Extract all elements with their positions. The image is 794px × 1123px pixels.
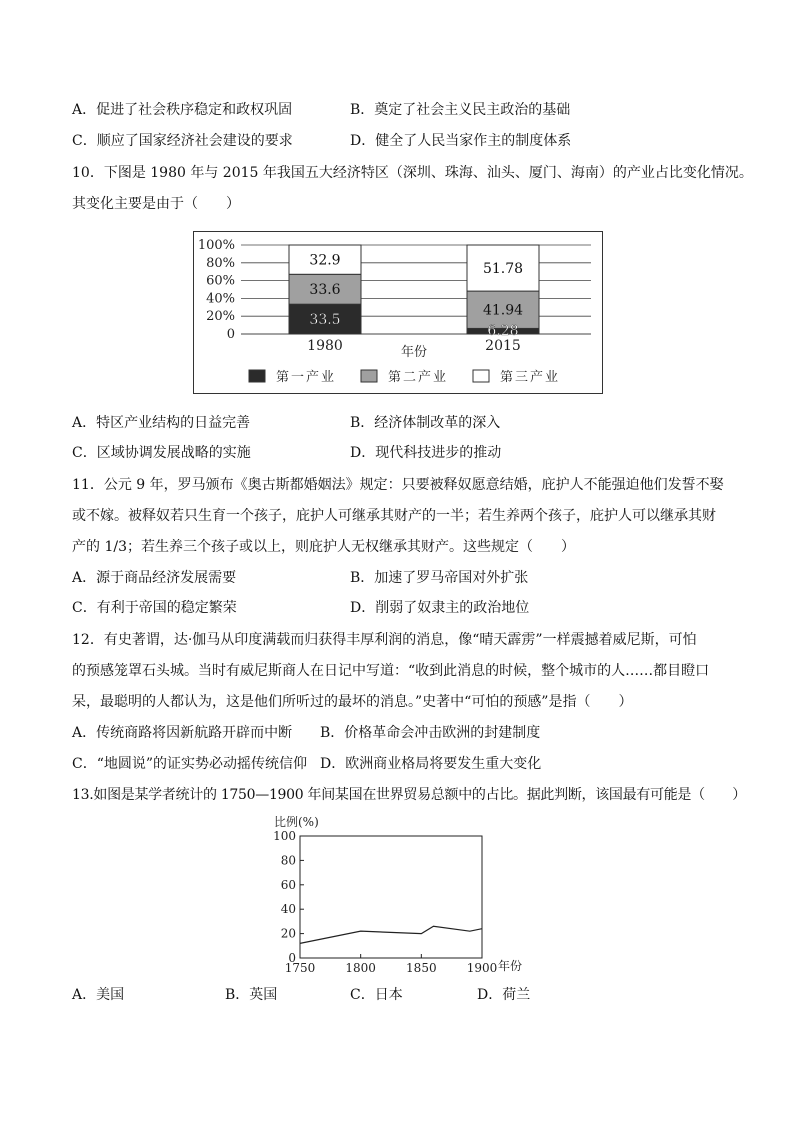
trade-share-chart — [262, 812, 552, 977]
q10-option-d: D．现代科技进步的推动 — [350, 445, 502, 461]
data-label: 33.5 — [309, 312, 341, 329]
q12-option-b: B．价格革命会冲击欧洲的封建制度 — [320, 725, 541, 741]
y-axis-title: 比例(%) — [274, 815, 319, 829]
x-tick-label: 1800 — [345, 961, 376, 975]
q13-option-a: A．美国 — [72, 987, 125, 1003]
y-axis-ticks — [273, 829, 304, 965]
x-tick-label: 1900 — [466, 961, 498, 975]
q12-option-d: D．欧洲商业格局将要发生重大变化 — [320, 756, 542, 772]
q9-option-b: B．奠定了社会主义民主政治的基础 — [350, 102, 571, 118]
q11-stem-line-2: 或不嫁。被释奴若只生育一个孩子，庇护人可继承其财产的一半；若生养两个孩子，庇护人可以继承其财 — [72, 508, 716, 524]
x-category-label: 2015 — [485, 338, 521, 354]
q13-option-b: B．英国 — [225, 987, 278, 1003]
q13-option-d: D．荷兰 — [477, 987, 531, 1003]
x-axis-ticks — [285, 954, 498, 975]
y-tick-label: 20 — [280, 926, 296, 941]
legend-swatch — [473, 370, 489, 382]
q11-stem-line-3: 产的 1/3；若生养三个孩子或以上，则庇护人无权继承其财产。这些规定（ ） — [72, 539, 575, 555]
y-tick-label: 60 — [280, 877, 296, 892]
y-tick-label: 80% — [206, 255, 235, 271]
q12-stem-line-2: 的预感笼罩石头城。当时有威尼斯商人在日记中写道：“收到此消息的时候，整个城市的人……都目瞪口 — [72, 663, 710, 679]
data-line — [300, 926, 482, 943]
q12-option-c: C．“地圆说”的证实势必动摇传统信仰 — [72, 756, 308, 772]
legend-swatch — [361, 370, 377, 382]
q10-option-a: A．特区产业结构的日益完善 — [72, 415, 251, 431]
q10-stem-line-2: 其变化主要是由于（ ） — [72, 196, 240, 212]
q10-stem-line-1: 10．下图是 1980 年与 2015 年我国五大经济特区（深圳、珠海、汕头、厦门、海南）的产业占比变化情况。 — [72, 165, 753, 181]
industry-share-chart — [193, 231, 603, 394]
q9-option-a: A．促进了社会秩序稳定和政权巩固 — [72, 102, 293, 118]
legend-label: 第三产业 — [500, 370, 561, 385]
q13-stem: 13.如图是某学者统计的 1750—1900 年间某国在世界贸易总额中的占比。据此判断，该国最有可能是（ ） — [72, 787, 746, 803]
q12-stem-line-1: 12．有史著谓，达·伽马从印度满载而归获得丰厚利润的消息，像“晴天霹雳”一样震撼着威尼斯，可怕 — [72, 632, 697, 648]
legend-label: 第二产业 — [388, 370, 449, 385]
x-category-label: 1980 — [307, 338, 343, 354]
y-tick-label: 40% — [206, 291, 235, 307]
q10-option-b: B．经济体制改革的深入 — [350, 415, 501, 431]
q9-option-c: C．顺应了国家经济社会建设的要求 — [72, 133, 293, 149]
legend-label: 第一产业 — [276, 370, 337, 385]
x-axis-title: 年份 — [400, 345, 428, 360]
x-tick-label: 1750 — [284, 961, 316, 975]
y-tick-label: 60% — [206, 273, 235, 289]
plot-frame — [300, 836, 482, 958]
q11-option-b: B．加速了罗马帝国对外扩张 — [350, 570, 529, 586]
x-axis-title: 年份 — [498, 959, 523, 973]
data-label: 6.28 — [487, 323, 519, 339]
data-label: 33.6 — [309, 282, 341, 299]
y-tick-label: 0 — [288, 951, 296, 965]
data-label: 41.94 — [482, 302, 524, 319]
q10-option-c: C．区域协调发展战略的实施 — [72, 445, 251, 461]
q13-option-c: C．日本 — [350, 987, 403, 1003]
legend-swatch — [249, 370, 265, 382]
y-tick-label: 100 — [273, 829, 296, 843]
y-tick-label: 20% — [206, 309, 235, 325]
x-tick-label: 1850 — [406, 961, 437, 975]
y-tick-label: 100% — [197, 238, 235, 253]
y-tick-label: 40 — [280, 902, 296, 917]
q11-option-c: C．有利于帝国的稳定繁荣 — [72, 600, 237, 616]
q12-option-a: A．传统商路将因新航路开辟而中断 — [72, 725, 293, 741]
q9-option-d: D．健全了人民当家作主的制度体系 — [350, 133, 572, 149]
y-tick-label: 0 — [226, 327, 235, 342]
q12-stem-line-3: 呆，最聪明的人都认为，这是他们所听过的最坏的消息。”史著中“可怕的预感”是指（ ） — [72, 694, 633, 710]
q11-option-a: A．源于商品经济发展需要 — [72, 570, 237, 586]
chart-legend — [249, 369, 560, 385]
data-label: 32.9 — [309, 252, 341, 269]
data-label: 51.78 — [482, 261, 524, 278]
q11-stem-line-1: 11．公元 9 年，罗马颁布《奥古斯都婚姻法》规定：只要被释奴愿意结婚，庇护人不能强迫他们发誓不娶 — [72, 477, 724, 493]
y-tick-label: 80 — [280, 853, 296, 868]
q11-option-d: D．削弱了奴隶主的政治地位 — [350, 600, 530, 616]
series-line — [300, 926, 482, 943]
chart-axes — [300, 836, 482, 958]
